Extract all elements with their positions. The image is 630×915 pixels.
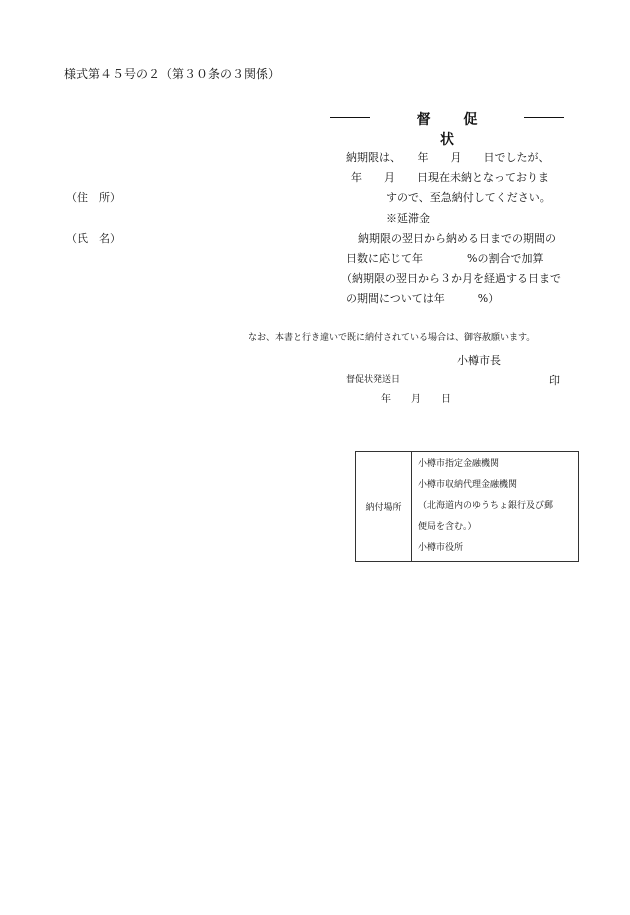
issue-date-blank: 年 月 日 (381, 394, 451, 405)
notice-line-4: ※延滞金 (386, 212, 430, 225)
notice-line-6: 日数に応じて年 %の割合で加算 (346, 252, 544, 265)
payment-place-list (412, 452, 579, 562)
form-id: 様式第４５号の２（第３０条の３関係） (64, 67, 281, 81)
notice-line-1: 納期限は、 年 月 日でしたが、 (346, 151, 550, 164)
notice-line-7: （納期限の翌日から３か月を経過する日まで (341, 272, 561, 285)
payment-place-5: 小樽市役所 (418, 543, 464, 553)
title-rule-right (524, 117, 564, 118)
notice-line-5: 納期限の翌日から納める日までの期間の (358, 232, 556, 245)
payment-place-2: 小樽市収納代理金融機関 (418, 480, 518, 490)
issue-date-label: 督促状発送日 (346, 375, 401, 385)
payment-place-label: 納付場所 (356, 452, 412, 562)
apology-note: なお、本書と行き違いで既に納付されている場合は、御容赦願います。 (248, 333, 536, 343)
seal-mark: 印 (549, 374, 560, 387)
title-text: 督 促 状 (416, 112, 492, 148)
notice-line-8: の期間については年 %） (346, 292, 500, 305)
payment-place-table (355, 451, 579, 562)
payment-place-3: （北海道内のゆうちょ銀行及び郵 (418, 501, 554, 511)
document-title (330, 108, 564, 148)
address-label: （住 所） (66, 191, 121, 204)
payment-place-4: 便局を含む。） (418, 522, 477, 532)
payment-place-1: 小樽市指定金融機関 (418, 459, 500, 469)
title-rule-left (330, 117, 370, 118)
notice-line-3: すので、至急納付してください。 (386, 191, 551, 204)
issuer: 小樽市長 (457, 354, 501, 367)
notice-line-2: 年 月 日現在未納となっておりま (351, 171, 549, 184)
name-label: （氏 名） (66, 232, 121, 245)
